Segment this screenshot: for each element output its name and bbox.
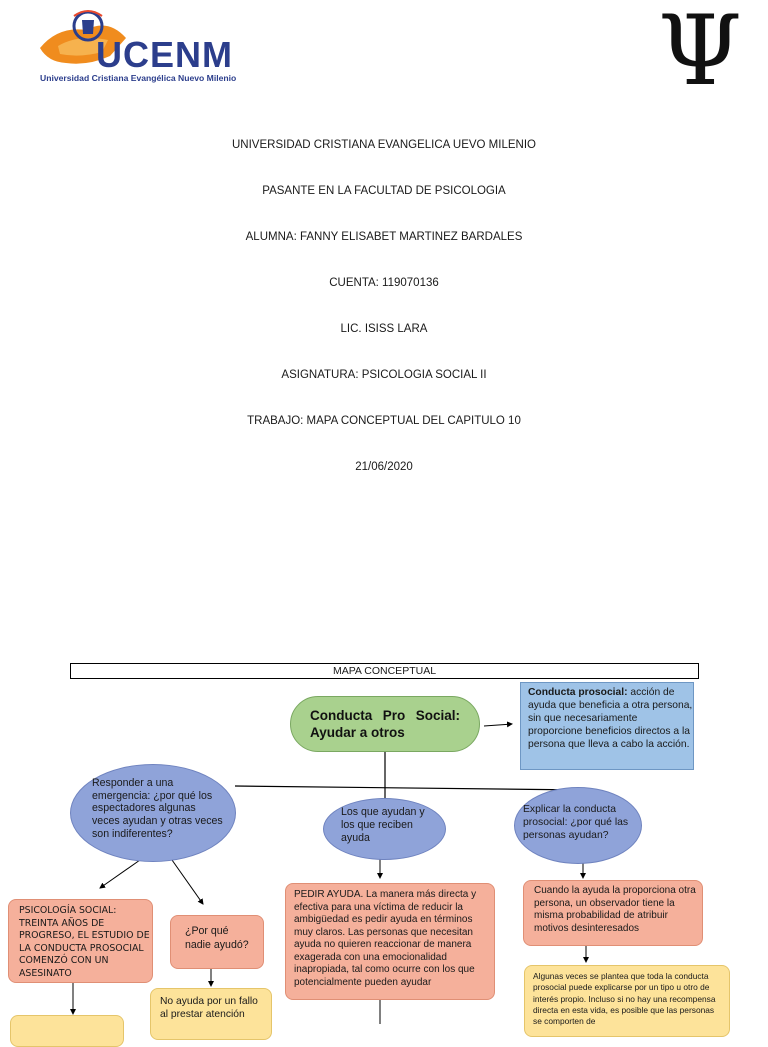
cover-date: 21/06/2020 bbox=[355, 461, 413, 473]
branch-left bbox=[70, 764, 236, 862]
cover-work: TRABAJO: MAPA CONCEPTUAL DEL CAPITULO 10 bbox=[247, 415, 521, 427]
box-psicologia-social-label: PSICOLOGÍA SOCIAL: TREINTA AÑOS DE PROGRESO, EL ESTUDIO DE LA CONDUCTA PROSOCIAL COMENZÓ CON UN ASESINATO bbox=[19, 905, 150, 979]
box-bottom-left bbox=[10, 1015, 124, 1047]
cover-account: CUENTA: 119070136 bbox=[329, 277, 439, 289]
box-cuando-ayuda bbox=[523, 880, 703, 946]
central-concept bbox=[290, 696, 480, 752]
logo-name: UCENM bbox=[96, 34, 233, 75]
cover-student: ALUMNA: FANNY ELISABET MARTINEZ BARDALES bbox=[245, 231, 523, 243]
branch-middle bbox=[323, 798, 446, 860]
branch-left-label: Responder a una emergencia: ¿por qué los espectadores algunas veces ayudan y otras veces son indiferentes? bbox=[92, 777, 223, 840]
central-concept-label: Conducta Pro Social: Ayudar a otros bbox=[310, 708, 460, 740]
branch-right-label: Explicar la conducta prosocial: ¿por qué las personas ayudan? bbox=[523, 804, 629, 841]
logo-subtitle: Universidad Cristiana Evangélica Nuevo Milenio bbox=[40, 73, 237, 83]
cover-university: UNIVERSIDAD CRISTIANA EVANGELICA UEVO MILENIO bbox=[232, 139, 536, 151]
definition-term: Conducta prosocial: bbox=[528, 687, 628, 698]
cover-teacher: LIC. ISISS LARA bbox=[340, 323, 428, 335]
cover-faculty: PASANTE EN LA FACULTAD DE PSICOLOGIA bbox=[262, 185, 506, 197]
box-algunas-veces-label: Algunas veces se plantea que toda la conducta prosocial puede explicarse por un tipo u otro de interés propio. Incluso si no hay una recompensa directa en esta vida, es posible que las personas se comporten de bbox=[533, 971, 716, 1027]
box-cuando-ayuda-label: Cuando la ayuda la proporciona otra persona, un observador tiene la misma probabilidad de atribuir motivos desinteresados bbox=[534, 885, 696, 934]
box-por-que-label: ¿Por qué nadie ayudó? bbox=[185, 925, 249, 951]
map-title: MAPA CONCEPTUAL bbox=[70, 663, 699, 679]
box-pedir-ayuda bbox=[285, 883, 495, 1000]
box-pedir-ayuda-label: PEDIR AYUDA. La manera más directa y efectiva para una víctima de reducir la ambigüedad es pedir ayuda en términos muy claros. Las personas que necesitan ayuda no quieren reaccionar de manera exagerada con una emocionalidad inapropiada, tal como ocurre con los que potencialmente pueden ayudar bbox=[294, 889, 477, 988]
definition-text: acción de ayuda que beneficia a otra persona, sin que necesariamente proporcione beneficios directos a la persona que lleva a cabo la acción. bbox=[528, 687, 693, 750]
box-no-ayuda-label: No ayuda por un fallo al prestar atención bbox=[160, 996, 258, 1020]
box-algunas-veces bbox=[524, 965, 730, 1037]
definition-box bbox=[520, 682, 694, 770]
box-no-ayuda bbox=[150, 988, 272, 1040]
branch-right bbox=[514, 787, 642, 864]
psi-icon: Ψ bbox=[657, 0, 743, 107]
box-psicologia-social bbox=[8, 899, 153, 983]
cover-subject: ASIGNATURA: PSICOLOGIA SOCIAL II bbox=[281, 369, 487, 381]
branch-middle-label: Los que ayudan y los que reciben ayuda bbox=[341, 806, 425, 844]
box-por-que bbox=[170, 915, 264, 969]
